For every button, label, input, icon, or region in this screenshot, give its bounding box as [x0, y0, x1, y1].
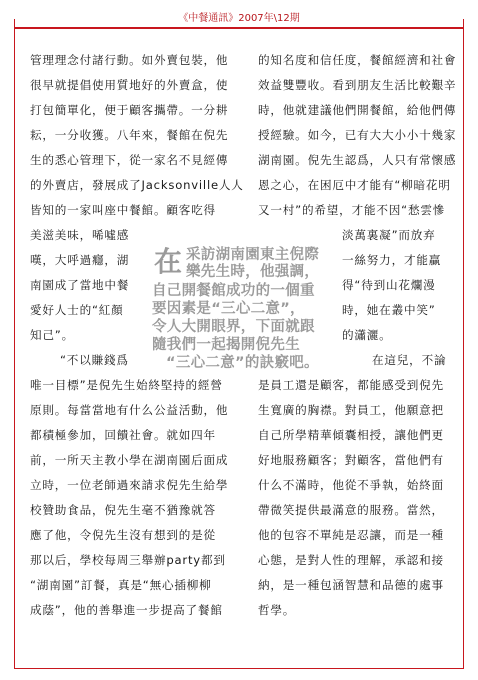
page-header [0, 10, 478, 30]
text-line: 原則。每當當地有什么公益活動，他 [30, 403, 229, 417]
text-line: 都積極參加，回饋社會。就如四年 [30, 428, 216, 442]
text-line: 成蔭”，他的善舉進一步提高了餐館 [30, 603, 223, 617]
text-line: 淡萬裏凝”而放弃 [342, 228, 436, 242]
pull-quote-line: “三心二意”的訣竅吧。 [166, 355, 319, 371]
text-line: 授經驗。如今，已有大大小小十幾家 [258, 128, 457, 142]
text-line: 心態，是對人性的理解，承認和接 [258, 553, 444, 567]
frame-bottom-border [14, 668, 464, 669]
text-line: 皆知的一家叫座中餐館。顧客吃得 [30, 203, 216, 217]
text-line: 時，他就建議他們開餐館，給他們傳 [258, 103, 457, 117]
text-line: 恩之心，在困厄中才能有“柳暗花明 [258, 178, 451, 192]
text-line: 什么不滿時，他從不爭執，始終面 [258, 478, 444, 492]
text-line: 生的悉心管理下，從一家名不見經傳 [30, 153, 229, 167]
text-line: 管理理念付諸行動。如外賣包裝，他 [30, 53, 229, 67]
text-line: 時，她在叢中笑” [342, 303, 436, 317]
pull-quote-line: 樂先生時，他强調， [186, 264, 320, 280]
paragraph-start-line: 在這兒，不論 [372, 353, 447, 367]
pull-quote-line: 自己開餐館成功的一個重 [152, 283, 315, 299]
frame-right-border [463, 19, 464, 669]
text-line: 的外賣店，發展成了Jacksonville人人 [30, 178, 244, 192]
text-line: 得“待到山花爛漫 [342, 278, 436, 292]
text-line: “湖南園”訂餐，真是“無心插柳柳 [30, 578, 212, 592]
text-line: 生寬廣的胸襟。對員工，他願意把 [258, 403, 444, 417]
text-line: 湖南園。倪先生認爲，人只有常懷感 [258, 153, 457, 167]
text-line: 的知名度和信任度，餐館經濟和社會 [258, 53, 457, 67]
text-line: 又一村”的希望，才能不因“愁雲慘 [258, 203, 446, 217]
frame-left-border [14, 19, 15, 669]
text-line: 好地服務顧客；對顧客，當他們有 [258, 453, 444, 467]
text-line: 美滋美味，唏噓感 [30, 228, 130, 242]
text-line: 很早就提倡使用質地好的外賣盒，使 [30, 78, 229, 92]
text-line: 哲學。 [258, 603, 296, 617]
text-line: 南園成了當地中餐 [30, 278, 130, 292]
pull-quote-line: 采訪湖南園東主倪際 [186, 247, 320, 263]
text-line: 校贊助食品，倪先生毫不猶豫就答 [30, 503, 216, 517]
text-line: 打包簡單化，便于顧客攜帶。一分耕 [30, 103, 229, 117]
header-rule [14, 27, 464, 29]
text-line: 他的包容不單純是忍讓，而是一種 [258, 528, 444, 542]
text-line: 愛好人士的“紅顏 [30, 303, 124, 317]
text-line: 納，是一種包涵智慧和品德的處事 [258, 578, 444, 592]
text-line: 應了他，令倪先生沒有想到的是從 [30, 528, 216, 542]
text-line: 是員工還是顧客，都能感受到倪先 [258, 378, 444, 392]
text-line: 帶微笑提供最滿意的服務。當然， [258, 503, 444, 517]
text-line: 效益雙豐收。看到朋友生活比較艱辛 [258, 78, 457, 92]
text-line: 一絲努力，才能贏 [342, 253, 442, 267]
text-line: 知己”。 [30, 328, 74, 342]
journal-title: 《中餐通訊》2007年\12期 [178, 13, 300, 24]
text-line: 嘆，大呼過癮，湖 [30, 253, 130, 267]
text-line: 那以后，學校每周三舉辦party都到 [30, 553, 226, 567]
text-line: 自己所學精華傾囊相授，讓他們更 [258, 428, 444, 442]
paragraph-start-line: “不以賺錢爲 [60, 353, 129, 367]
pull-quote-line: 令人大開眼界，下面就跟 [152, 319, 315, 335]
pull-quote [152, 245, 338, 371]
text-line: 前，一所天主教小學在湖南園后面成 [30, 453, 229, 467]
pull-quote-line: 要因素是“三心二意”， [152, 301, 305, 317]
pull-quote-line: 隨我們一起揭開倪先生 [152, 337, 300, 353]
text-line: 的瀟灑。 [342, 328, 392, 342]
pull-quote-dropcap: 在 [154, 245, 183, 278]
text-line: 立時，一位老師過來請求倪先生給學 [30, 478, 229, 492]
text-line: 唯一目標”是倪先生始終堅持的經營 [30, 378, 223, 392]
text-line: 耘，一分收獲。八年來，餐館在倪先 [30, 128, 229, 142]
